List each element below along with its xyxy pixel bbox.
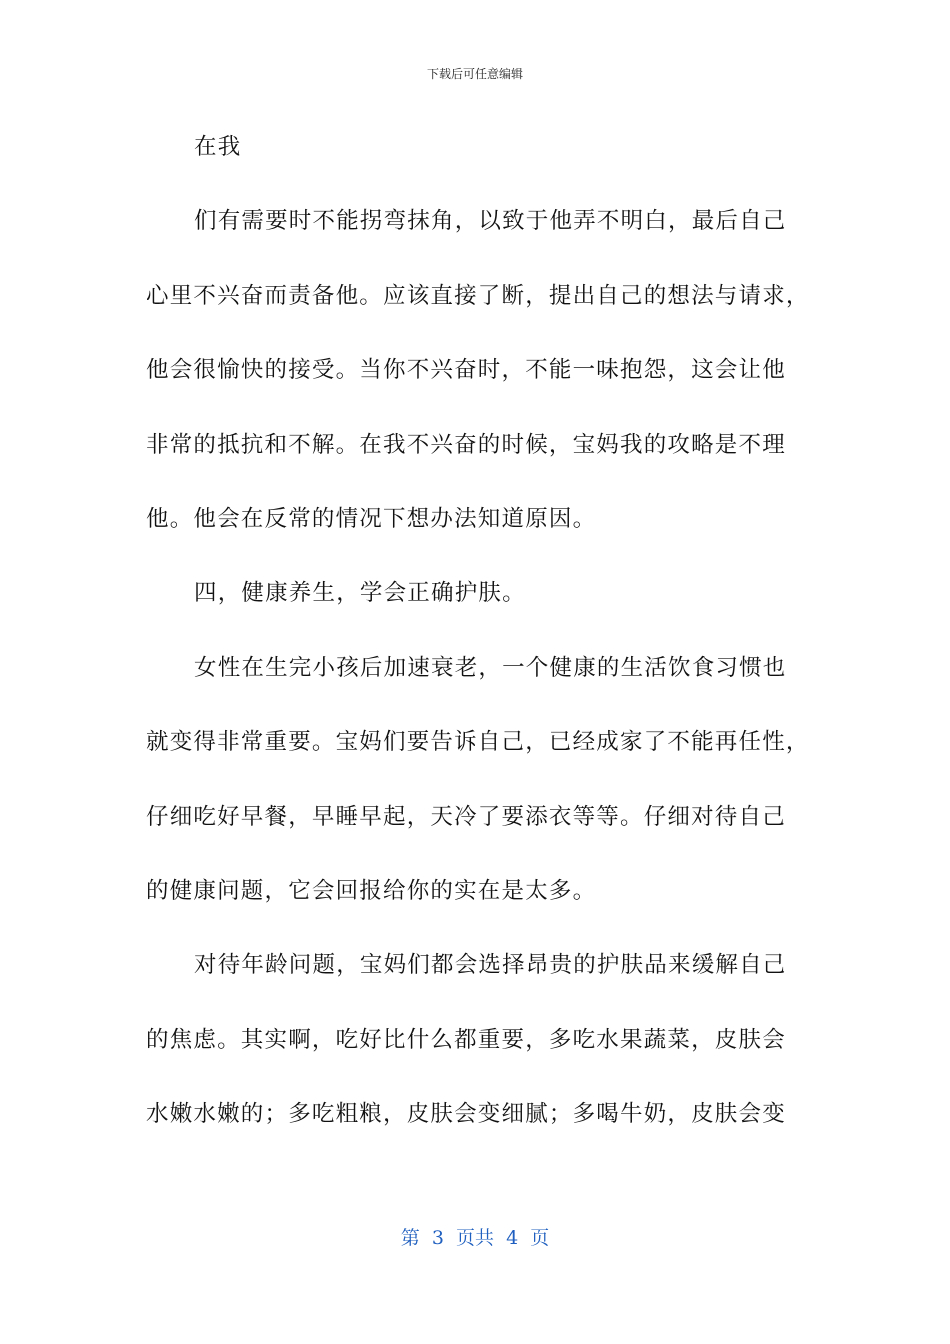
paragraph-line: 心里不兴奋而责备他。应该直接了断，提出自己的想法与请求，	[146, 282, 810, 309]
paragraph-line: 对待年龄问题，宝妈们都会选择昂贵的护肤品来缓解自己	[194, 952, 787, 979]
paragraph-line: 在我	[194, 134, 242, 160]
page-header: 下载后可任意编辑	[426, 67, 523, 81]
document-body	[146, 110, 810, 1151]
page-number-footer: 第 3 页共 4 页	[400, 1227, 550, 1249]
section-heading: 四，健康养生，学会正确护肤。	[194, 580, 526, 607]
paragraph-line: 水嫩水嫩的；多吃粗粮，皮肤会变细腻；多喝牛奶，皮肤会变	[146, 1101, 786, 1128]
paragraph-line: 就变得非常重要。宝妈们要告诉自己，已经成家了不能再任性，	[146, 729, 810, 756]
paragraph-line: 他。他会在反常的情况下想办法知道原因。	[146, 505, 597, 532]
paragraph-line: 他会很愉快的接受。当你不兴奋时，不能一味抱怨，这会让他	[146, 357, 786, 384]
paragraph-line: 们有需要时不能拐弯抹角，以致于他弄不明白，最后自己	[194, 208, 787, 235]
paragraph-line: 非常的抵抗和不解。在我不兴奋的时候，宝妈我的攻略是不理	[146, 431, 786, 458]
paragraph-line: 的健康问题，它会回报给你的实在是太多。	[146, 877, 597, 904]
paragraph-line: 的焦虑。其实啊，吃好比什么都重要，多吃水果蔬菜，皮肤会	[146, 1026, 786, 1053]
paragraph-line: 女性在生完小孩后加速衰老，一个健康的生活饮食习惯也	[194, 654, 787, 681]
paragraph-line: 仔细吃好早餐，早睡早起，天冷了要添衣等等。仔细对待自己	[146, 803, 786, 830]
